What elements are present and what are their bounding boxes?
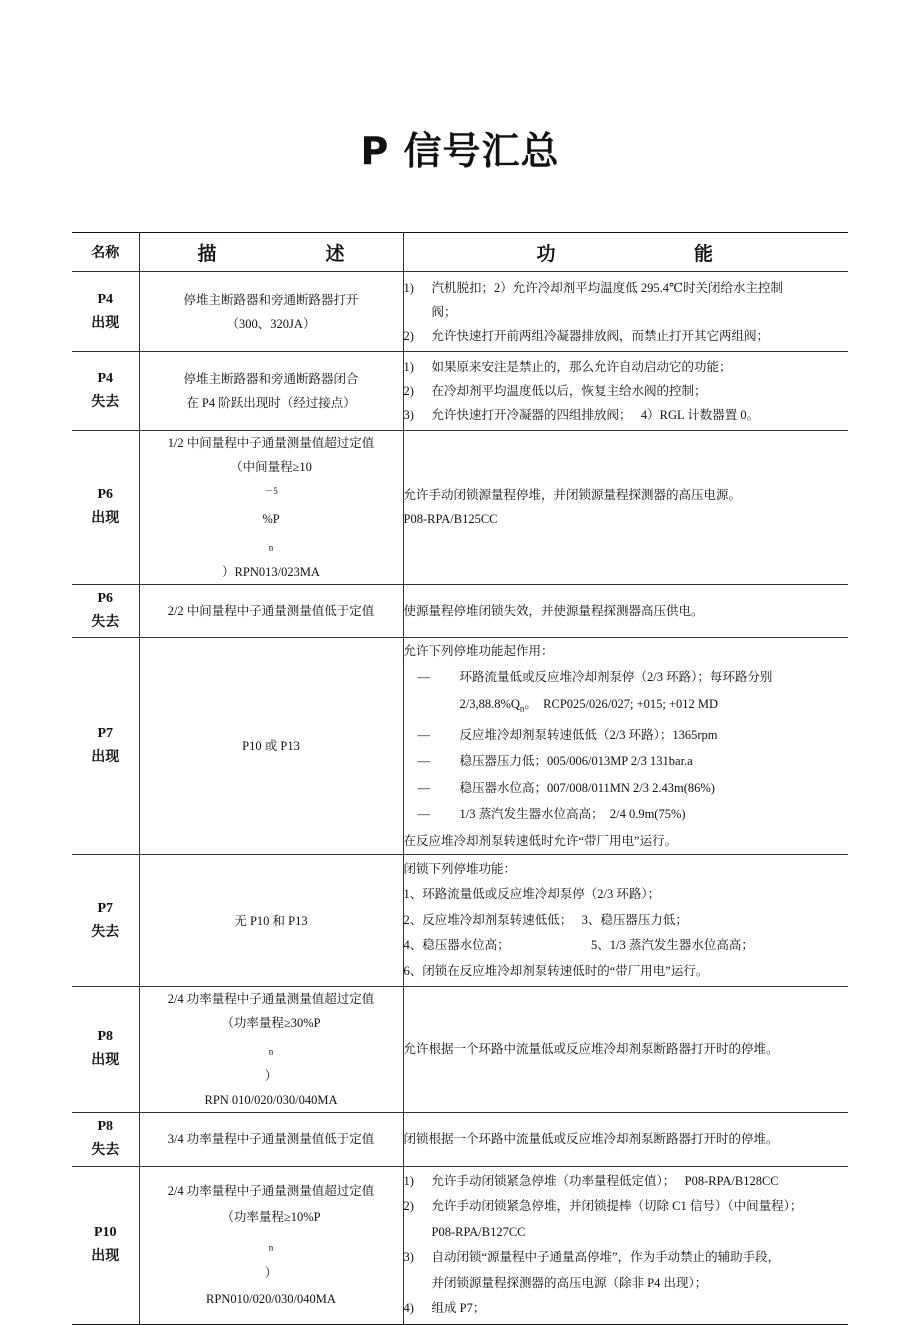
table-row <box>72 637 848 855</box>
signal-function: 1) 汽机脱扣；2）允许冷却剂平均温度低 295.4℃时关闭给水主控制 阀； 2) 允许快速打开前两组冷凝器排放阀，而禁止打开其它两组阀； <box>403 272 848 352</box>
signal-function: 闭锁下列停堆功能： 1、环路流量低或反应堆冷却泵停（2/3 环路）； 2、反应堆冷却剂泵转速低低； 3、稳压器压力低； 4、稳压器水位高； 5、1/3 蒸汽发生器水位高高； 6、闭锁在反应堆冷却剂泵转速低时的“带厂用电”运行。 <box>403 855 848 987</box>
signal-function: 闭锁根据一个环路中流量低或反应堆冷却剂泵断路器打开时的停堆。 <box>403 1112 848 1166</box>
p-signal-table <box>72 232 848 1325</box>
table-row <box>72 431 848 585</box>
signal-description: 停堆主断路器和旁通断路器闭合 在 P4 阶跃出现时（经过接点） <box>139 352 403 431</box>
signal-description: 2/2 中间量程中子通量测量值低于定值 <box>139 584 403 637</box>
signal-name: P7 出现 <box>72 637 139 855</box>
header-description: 描 述 <box>139 233 403 272</box>
signal-function: 允许下列停堆功能起作用： — 环路流量低或反应堆冷却剂泵停（2/3 环路）；每环路分别 $2/3,88.8\%Q_n$。 RCP025/026/027; +015; +012 MD — 反应堆冷却剂泵转速低低（2/3 环路）；1365rpm — 稳压器压力低；005/006/013MP 2/3 131bar.a — 稳压器水位高；007/008/011MN 2/3 2.43m(86%) — 1/3 蒸汽发生器水位高高； 2/4 0.9m(75%) 在反应堆冷却剂泵转速低时允许“带厂用电”运行。 <box>403 637 848 855</box>
table-row <box>72 987 848 1113</box>
signal-name: P4 失去 <box>72 352 139 431</box>
signal-name: P7 失去 <box>72 855 139 987</box>
signal-function: 1) 如果原来安注是禁止的，那么允许自动启动它的功能； 2) 在冷却剂平均温度低以后，恢复主给水阀的控制； 3) 允许快速打开冷凝器的四组排放阀； 4）RGL 计数器置 0。 <box>403 352 848 431</box>
signal-function: 允许根据一个环路中流量低或反应堆冷却剂泵断路器打开时的停堆。 <box>403 987 848 1113</box>
signal-description: 2/4 功率量程中子通量测量值超过定值 （功率量程≥10%P $_n$ ） RPN010/020/030/040MA <box>139 1166 403 1324</box>
signal-description: 无 P10 和 P13 <box>139 855 403 987</box>
signal-name: P6 失去 <box>72 584 139 637</box>
table-row <box>72 272 848 352</box>
table-row <box>72 1166 848 1324</box>
header-function: 功 能 <box>403 233 848 272</box>
signal-name: P8 失去 <box>72 1112 139 1166</box>
signal-name: P4 出现 <box>72 272 139 352</box>
signal-function: 1) 允许手动闭锁紧急停堆（功率量程低定值）； P08-RPA/B128CC 2) 允许手动闭锁紧急停堆，并闭锁提棒（切除 C1 信号）（中间量程）； P08-RPA/B127CC 3) 自动闭锁“源量程中子通量高停堆”，作为手动禁止的辅助手段， 并闭锁源量程探测器的高压电源（除非 P4 出现）； 4) 组成 P7； <box>403 1166 848 1324</box>
table-row <box>72 352 848 431</box>
signal-name: P10 出现 <box>72 1166 139 1324</box>
table-row <box>72 855 848 987</box>
header-name: 名称 <box>91 245 120 261</box>
signal-description: 1/2 中间量程中子通量测量值超过定值 （中间量程≥10 $^{-5}$ %P $_n$ ）RPN013/023MA <box>139 431 403 585</box>
signal-description: 3/4 功率量程中子通量测量值低于定值 <box>139 1112 403 1166</box>
signal-name: P8 出现 <box>72 987 139 1113</box>
signal-description: P10 或 P13 <box>139 637 403 855</box>
signal-description: 2/4 功率量程中子通量测量值超过定值 （功率量程≥30%P $_n$ ） RPN 010/020/030/040MA <box>139 987 403 1113</box>
signal-function: 允许手动闭锁源量程停堆，并闭锁源量程探测器的高压电源。 P08-RPA/B125CC <box>403 431 848 585</box>
table-row <box>72 584 848 637</box>
signal-function: 使源量程停堆闭锁失效，并使源量程探测器高压供电。 <box>403 584 848 637</box>
signal-description: 停堆主断路器和旁通断路器打开 （300、320JA） <box>139 272 403 352</box>
signal-name: P6 出现 <box>72 431 139 585</box>
page-title: P 信号汇总 <box>360 129 560 173</box>
table-header-row <box>72 233 848 272</box>
table-row <box>72 1112 848 1166</box>
